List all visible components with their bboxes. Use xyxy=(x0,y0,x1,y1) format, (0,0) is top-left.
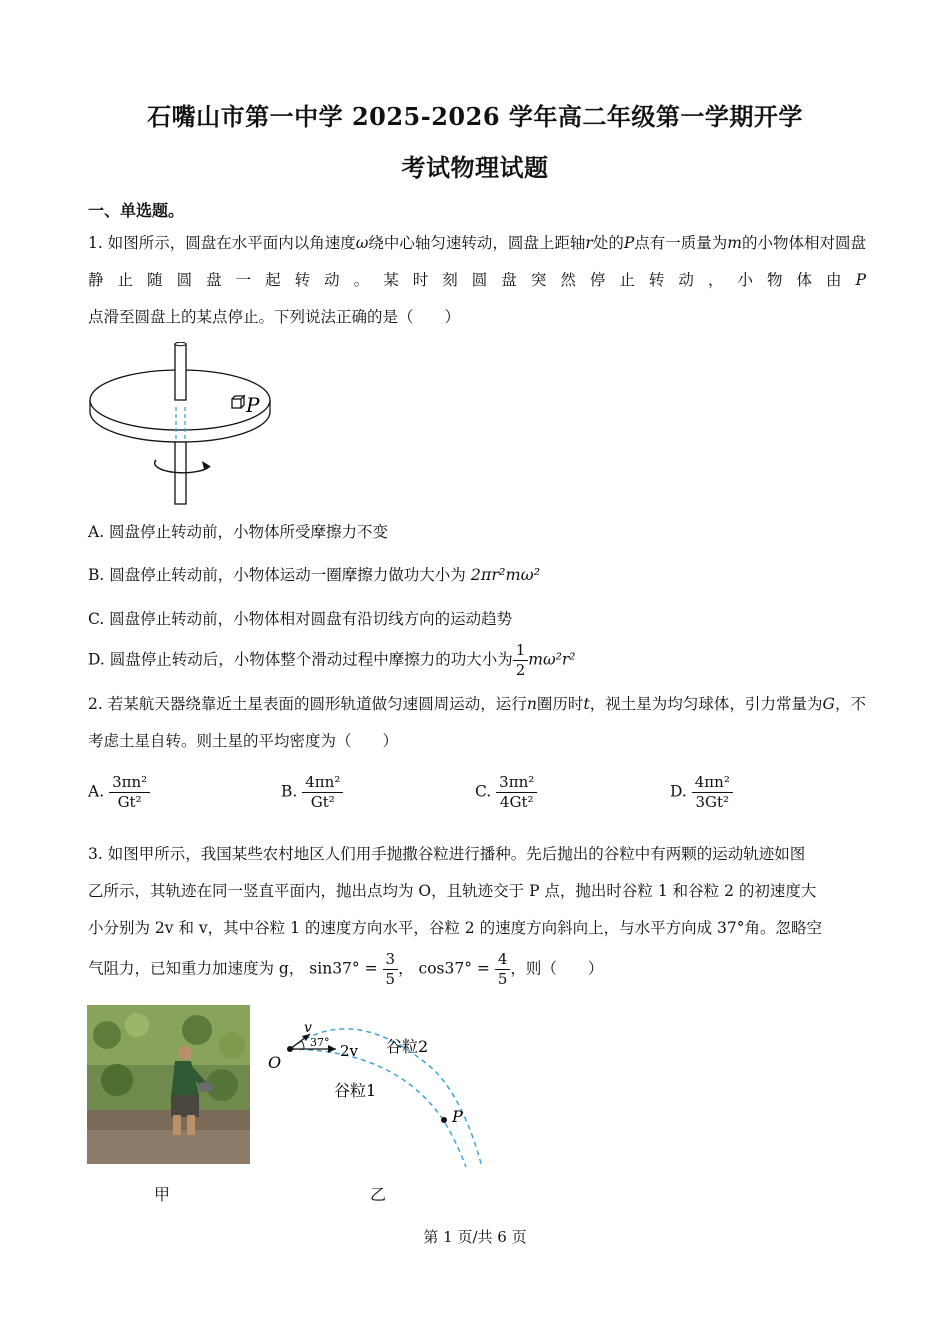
figure-a-caption: 甲 xyxy=(154,1185,171,1204)
farmer-sowing-photo xyxy=(87,1005,250,1164)
q1-option-c: C. 圆盘停止转动前，小物体相对圆盘有沿切线方向的运动趋势 xyxy=(88,610,513,628)
section-heading: 一、单选题。 xyxy=(88,201,185,220)
question-3-line2: 乙所示，其轨迹在同一竖直平面内，抛出点均为 O，且轨迹交于 P 点，抛出时谷粒 1 和谷粒 2 的初速度大 xyxy=(88,882,817,900)
q2-option-d: D. $\frac{\text{4πn²}}{\text{3Gt²}}$ xyxy=(670,773,733,812)
q1-option-d-fraction: $\frac{1}{2}$ xyxy=(513,641,529,680)
velocity-v-label: v xyxy=(304,1020,312,1036)
q1-option-d: D. 圆盘停止转动后，小物体整个滑动过程中摩擦力的功大小为 $\frac{1}{2}$ mω²r² xyxy=(88,641,576,679)
trajectory-diagram xyxy=(264,1010,494,1172)
figure-b-caption: 乙 xyxy=(370,1185,387,1204)
question-3-line1: 3. 如图甲所示，我国某些农村地区人们用手抛撒谷粒进行播种。先后抛出的谷粒中有两颗的运动轨迹如图 xyxy=(88,845,806,863)
rotating-disk-figure xyxy=(86,342,276,508)
question-3-line4: 气阻力，已知重力加速度为 g， sin37° = $\frac{3}{5}$ ， cos37° = $\frac{4}{5}$ ，则（ ） xyxy=(88,950,604,988)
page-title-line1: 石嘴山市第一中学 2025-2026 学年高二年级第一学期开学 xyxy=(147,102,803,131)
q2-option-a: A. $\frac{\text{3πn²}}{\text{Gt²}}$ xyxy=(88,773,150,812)
grain-2-label: 谷粒2 xyxy=(386,1037,429,1056)
point-p-label: P xyxy=(246,393,260,417)
page-number: 第 1 页/共 6 页 xyxy=(423,1228,527,1246)
q1-option-a: A. 圆盘停止转动前，小物体所受摩擦力不变 xyxy=(88,523,389,541)
question-1-stem: 1. 如图所示，圆盘在水平面内以角速度ω绕中心轴匀速转动，圆盘上距轴r处的P点有一质量为m的小物体相对圆盘静止随圆盘一起转动。某时刻圆盘突然停止转动，小物体由P点滑至圆盘上的某点停止。下列说法正确的是（ ） xyxy=(88,234,866,326)
page-title-line2: 考试物理试题 xyxy=(401,153,549,182)
velocity-2v-label: 2v xyxy=(340,1042,359,1060)
grain-1-label: 谷粒1 xyxy=(334,1081,377,1100)
angle-label: 37° xyxy=(310,1036,330,1049)
q1-option-b-formula: 2πr²mω² xyxy=(470,565,541,584)
intersection-p-label: P xyxy=(452,1107,463,1126)
omega-symbol: ω xyxy=(355,234,369,252)
q2-option-c: C. $\frac{\text{3πn²}}{\text{4Gt²}}$ xyxy=(475,773,537,812)
q2-option-b: B. $\frac{\text{4πn²}}{\text{Gt²}}$ xyxy=(281,773,343,812)
origin-o-label: O xyxy=(268,1053,282,1072)
question-3-line3: 小分别为 2v 和 v，其中谷粒 1 的速度方向水平，谷粒 2 的速度方向斜向上，与水平方向成 37°角。忽略空 xyxy=(88,919,822,937)
q1-option-b: B. 圆盘停止转动前，小物体运动一圈摩擦力做功大小为 2πr²mω² xyxy=(88,565,541,584)
question-2-stem: 2. 若某航天器绕靠近土星表面的圆形轨道做匀速圆周运动，运行n圈历时t，视土星为均匀球体，引力常量为G，不考虑土星自转。则土星的平均密度为（ ） xyxy=(88,695,866,750)
